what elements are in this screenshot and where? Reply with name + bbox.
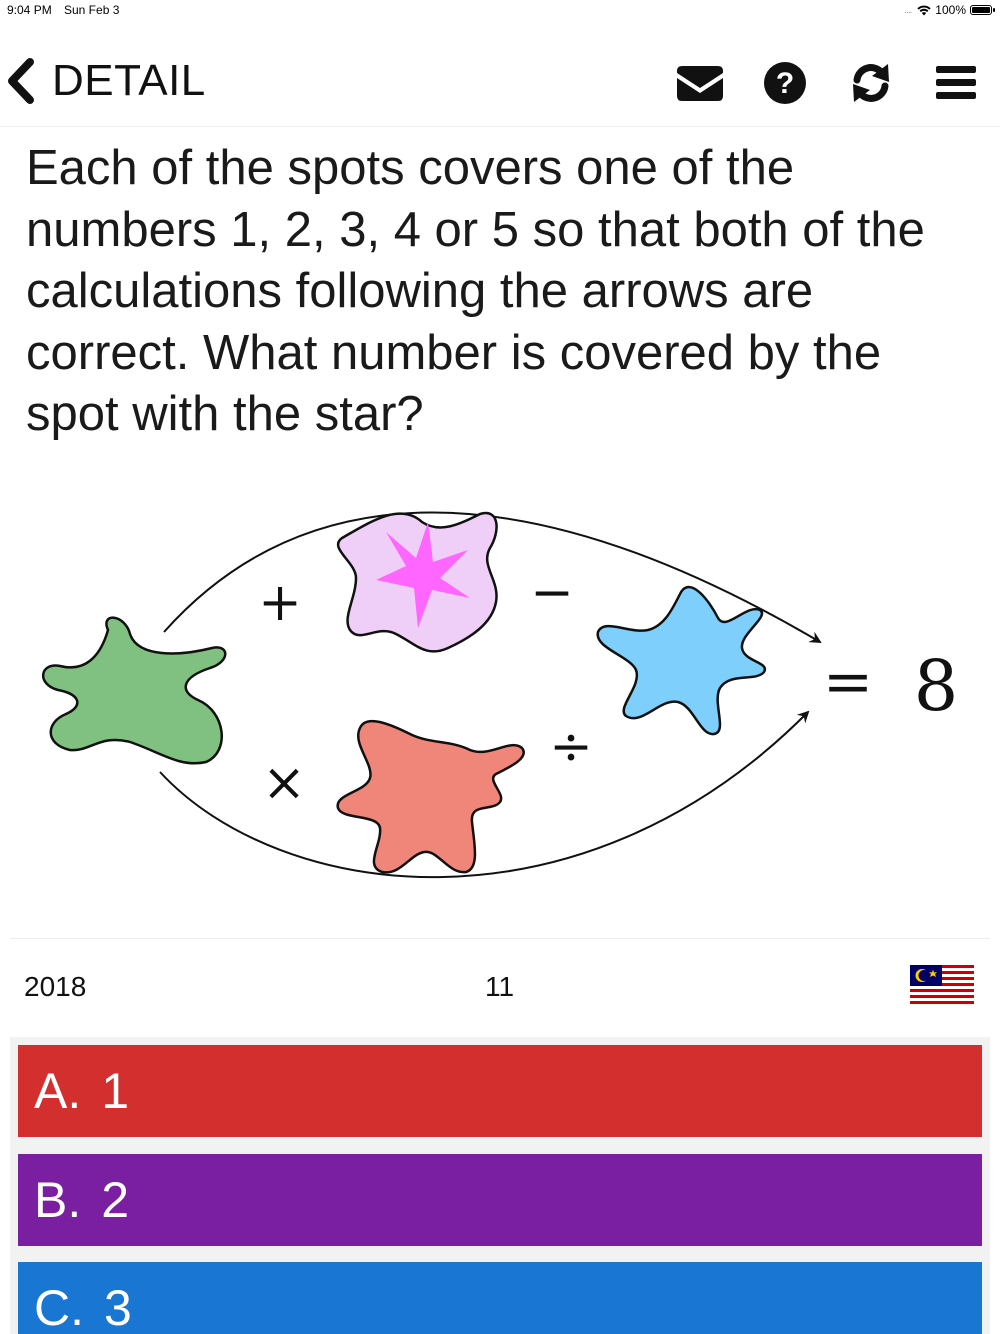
- status-time: 9:04 PM: [7, 3, 52, 17]
- divide-sign: ÷: [549, 717, 593, 777]
- answer-letter: A.: [34, 1063, 82, 1119]
- answer-value: 1: [101, 1063, 130, 1119]
- answer-value: 2: [101, 1172, 130, 1228]
- svg-text:?: ?: [775, 67, 795, 100]
- battery-percent: 100%: [935, 3, 966, 17]
- divider: [10, 938, 990, 939]
- signal-icon: ....: [904, 4, 912, 16]
- back-button[interactable]: [4, 56, 206, 106]
- answer-c-button[interactable]: [18, 1262, 982, 1334]
- answer-letter: C.: [34, 1280, 84, 1334]
- menu-icon: [934, 60, 978, 106]
- battery-icon: [970, 5, 992, 15]
- refresh-button[interactable]: [848, 60, 898, 106]
- question-year: 2018: [24, 971, 87, 1002]
- mail-button[interactable]: [676, 60, 726, 106]
- malaysia-flag-icon: [910, 965, 974, 1005]
- times-sign: ×: [262, 753, 306, 813]
- plus-sign: +: [258, 573, 302, 633]
- question-text: Each of the spots covers one of the numbers 1, 2, 3, 4 or 5 so that both of the calculations following the arrows are correct. What number is covered by the spot with the star?: [26, 141, 925, 441]
- minus-sign: −: [530, 563, 574, 623]
- equals-sign: =: [822, 647, 874, 717]
- status-bar: [0, 0, 1000, 22]
- status-date: Sun Feb 3: [64, 3, 120, 17]
- answer-b-button[interactable]: [18, 1154, 982, 1246]
- wifi-icon: [917, 5, 931, 16]
- nav-bar: [0, 40, 1000, 127]
- result-value: 8: [913, 645, 959, 727]
- page-title: DETAIL: [52, 56, 206, 105]
- envelope-icon: [676, 60, 724, 106]
- answer-a-button[interactable]: [18, 1045, 982, 1137]
- question-number: 11: [485, 971, 515, 1002]
- refresh-icon: [848, 60, 894, 106]
- answer-value: 3: [104, 1280, 132, 1334]
- blue-spot: [598, 587, 765, 734]
- chevron-left-icon: [4, 56, 38, 106]
- status-indicators: [904, 3, 992, 17]
- answer-letter: B.: [34, 1172, 82, 1228]
- green-spot: [43, 618, 225, 764]
- help-button[interactable]: [762, 60, 812, 106]
- puzzle-figure: [30, 462, 970, 922]
- question-circle-icon: [762, 60, 808, 106]
- menu-button[interactable]: [934, 60, 984, 106]
- red-spot: [338, 721, 524, 872]
- answer-list: [10, 1037, 990, 1334]
